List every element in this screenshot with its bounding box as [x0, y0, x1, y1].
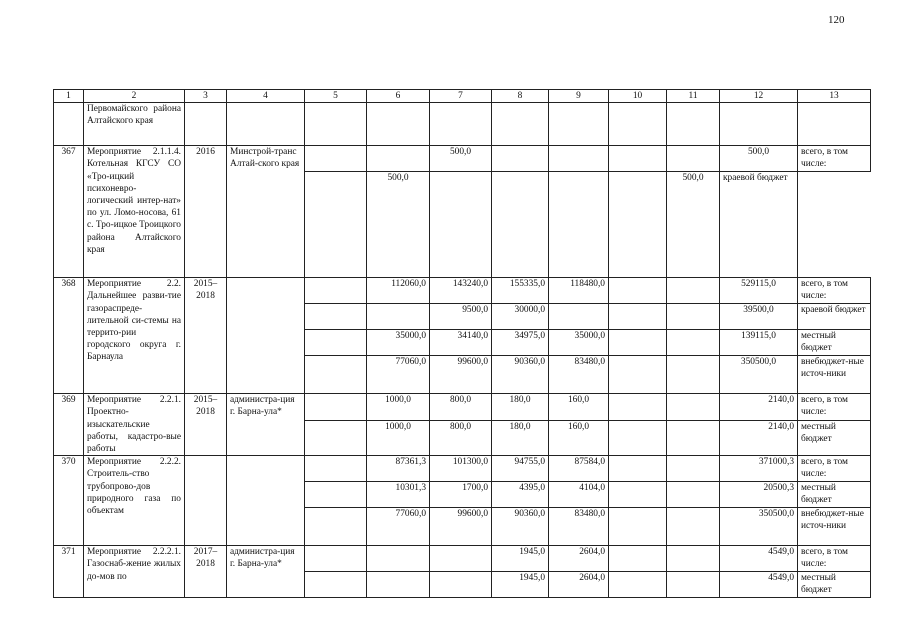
- header-cell: 1: [54, 90, 84, 103]
- table-row: [54, 103, 871, 146]
- executor: Минстрой-транс Алтай-ского края: [227, 146, 305, 278]
- total-cell: 2140,0: [720, 394, 798, 420]
- value-cell: 34140,0: [430, 330, 492, 356]
- value-cell: 160,0: [549, 420, 609, 456]
- header-cell: 4: [227, 90, 305, 103]
- source-cell: всего, в том числе:: [798, 394, 871, 420]
- source-cell: местный бюджет: [798, 420, 871, 456]
- period: 2017–2018: [185, 546, 227, 597]
- header-cell: 7: [430, 90, 492, 103]
- total-cell: 529115,0: [720, 278, 798, 304]
- row-number: 368: [54, 278, 84, 394]
- value-cell: 35000,0: [549, 330, 609, 356]
- total-cell: 20500,3: [720, 482, 798, 508]
- value-cell: 90360,0: [492, 356, 549, 394]
- executor: [227, 278, 305, 394]
- total-cell: 2140,0: [720, 420, 798, 456]
- value-cell: 30000,0: [492, 304, 549, 330]
- measure-description: Мероприятие 2.2.2. Строитель-ство трубопрово-дов природного газа по объектам: [84, 456, 185, 546]
- value-cell: 83480,0: [549, 356, 609, 394]
- executor: администра-ция г. Барна-ула*: [227, 546, 305, 597]
- executor: администра-ция г. Барна-ула*: [227, 394, 305, 456]
- header-cell: 10: [609, 90, 667, 103]
- value-cell: 4104,0: [549, 482, 609, 508]
- source-cell: внебюджет-ные источ-ники: [798, 356, 871, 394]
- value-cell: 1945,0: [492, 572, 549, 597]
- value-cell: 1000,0: [367, 394, 430, 420]
- header-cell: 13: [798, 90, 871, 103]
- page-number: 120: [828, 14, 845, 26]
- value-cell: 10301,3: [367, 482, 430, 508]
- source-cell: внебюджет-ные источ-ники: [798, 508, 871, 546]
- header-cell: 6: [367, 90, 430, 103]
- value-cell: 99600,0: [430, 356, 492, 394]
- value-cell: 77060,0: [367, 508, 430, 546]
- source-cell: всего, в том числе:: [798, 146, 871, 172]
- value-cell: 1700,0: [430, 482, 492, 508]
- value-cell: 180,0: [492, 394, 549, 420]
- value-cell: 34975,0: [492, 330, 549, 356]
- header-cell: 5: [305, 90, 367, 103]
- value-cell: 160,0: [549, 394, 609, 420]
- value-cell: 1945,0: [492, 546, 549, 572]
- table-row: [54, 278, 871, 304]
- period: [185, 456, 227, 546]
- executor: [227, 456, 305, 546]
- value-cell: 118480,0: [549, 278, 609, 304]
- value-cell: 2604,0: [549, 572, 609, 597]
- header-cell: 2: [84, 90, 185, 103]
- row-number: 370: [54, 456, 84, 546]
- value-cell: 180,0: [492, 420, 549, 456]
- table-row: [54, 146, 871, 172]
- value-cell: 800,0: [430, 394, 492, 420]
- value-cell: 83480,0: [549, 508, 609, 546]
- total-cell: 500,0: [720, 146, 798, 172]
- value-cell: 77060,0: [367, 356, 430, 394]
- value-cell: 101300,0: [430, 456, 492, 482]
- value-cell: 1000,0: [367, 420, 430, 456]
- value-cell: 500,0: [430, 146, 492, 172]
- period: 2016: [185, 146, 227, 278]
- header-cell: 3: [185, 90, 227, 103]
- value-cell: 143240,0: [430, 278, 492, 304]
- period: 2015–2018: [185, 278, 227, 394]
- total-cell: 350500,0: [720, 356, 798, 394]
- value-cell: 4395,0: [492, 482, 549, 508]
- row-number: 369: [54, 394, 84, 456]
- source-cell: всего, в том числе:: [798, 546, 871, 572]
- table-row: [54, 546, 871, 572]
- value-cell: 87361,3: [367, 456, 430, 482]
- value-cell: 155335,0: [492, 278, 549, 304]
- total-cell: 139115,0: [720, 330, 798, 356]
- source-cell: всего, в том числе:: [798, 456, 871, 482]
- measure-description: Мероприятие 2.2. Дальнейшее разви-тие газораспреде-лительной си-стемы на террито-рии городского округа г. Барнаула: [84, 278, 185, 394]
- value-cell: 2604,0: [549, 546, 609, 572]
- total-cell: 371000,3: [720, 456, 798, 482]
- header-cell: 9: [549, 90, 609, 103]
- value-cell: 35000,0: [367, 330, 430, 356]
- table-row: [54, 394, 871, 420]
- header-row: [54, 90, 871, 103]
- value-cell: 9500,0: [430, 304, 492, 330]
- measure-description: Мероприятие 2.1.1.4. Котельная КГСУ СО «Тро-ицкий психоневро-логический интер-нат» по ул. Ломо-носова, 61 с. Тро-ицкое Троицкого района Алтайского края: [84, 146, 185, 278]
- total-cell: 4549,0: [720, 572, 798, 597]
- value-cell: 94755,0: [492, 456, 549, 482]
- total-cell: 39500,0: [720, 304, 798, 330]
- total-cell: 500,0: [667, 172, 720, 278]
- header-cell: 11: [667, 90, 720, 103]
- source-cell: местный бюджет: [798, 330, 871, 356]
- total-cell: 350500,0: [720, 508, 798, 546]
- measure-description: Мероприятие 2.2.1. Проектно-изыскательские работы, кадастро-вые работы: [84, 394, 185, 456]
- value-cell: 800,0: [430, 420, 492, 456]
- source-cell: краевой бюджет: [720, 172, 798, 278]
- header-cell: 12: [720, 90, 798, 103]
- table-row: [54, 456, 871, 482]
- row-number: 371: [54, 546, 84, 597]
- measure-description: Первомайского района Алтайского края: [84, 103, 185, 146]
- source-cell: местный бюджет: [798, 572, 871, 597]
- row-number: 367: [54, 146, 84, 278]
- value-cell: 500,0: [367, 172, 430, 278]
- value-cell: 99600,0: [430, 508, 492, 546]
- value-cell: 90360,0: [492, 508, 549, 546]
- header-cell: 8: [492, 90, 549, 103]
- budget-table: [53, 89, 871, 598]
- total-cell: 4549,0: [720, 546, 798, 572]
- source-cell: краевой бюджет: [798, 304, 871, 330]
- value-cell: 87584,0: [549, 456, 609, 482]
- value-cell: 112060,0: [367, 278, 430, 304]
- period: 2015–2018: [185, 394, 227, 456]
- source-cell: местный бюджет: [798, 482, 871, 508]
- measure-description: Мероприятие 2.2.2.1. Газоснаб-жение жилых до-мов по: [84, 546, 185, 597]
- source-cell: всего, в том числе:: [798, 278, 871, 304]
